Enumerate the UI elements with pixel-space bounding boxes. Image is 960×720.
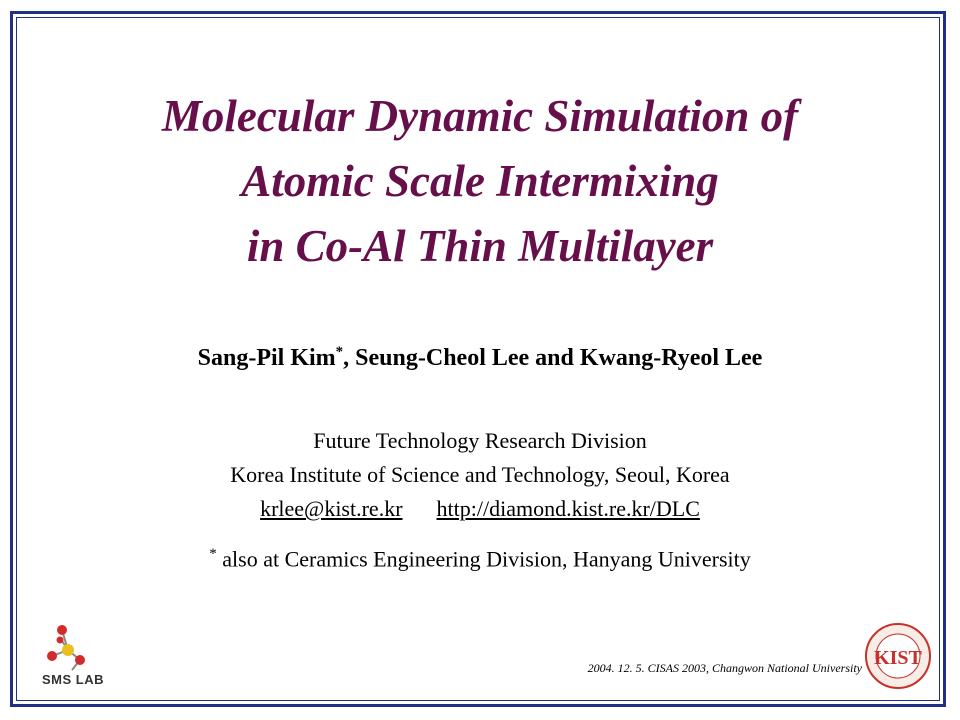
sms-lab-label: SMS LAB xyxy=(42,672,104,687)
atom-icon xyxy=(75,655,85,665)
affiliation xyxy=(40,424,920,526)
atom-icon xyxy=(57,625,67,635)
authors-rest: , Seung-Cheol Lee and Kwang-Ryeol Lee xyxy=(343,345,763,371)
contact-links xyxy=(40,492,920,526)
atom-icon xyxy=(47,651,57,661)
title-line-1: Molecular Dynamic Simulation of xyxy=(161,91,799,141)
footnote-mark: * xyxy=(209,546,217,562)
footnote-text: also at Ceramics Engineering Division, Hanyang University xyxy=(216,546,751,572)
atom-icon xyxy=(57,637,64,644)
author-first-mark: * xyxy=(335,344,344,360)
title-line-2: Atomic Scale Intermixing xyxy=(241,156,719,206)
affiliation-line-2: Korea Institute of Science and Technology, Seoul, Korea xyxy=(230,462,730,487)
authors xyxy=(40,344,920,372)
footer-citation: 2004. 12. 5. CISAS 2003, Changwon National University xyxy=(587,661,862,675)
website-link[interactable]: http://diamond.kist.re.kr/DLC xyxy=(436,496,700,521)
atom-icon xyxy=(62,644,74,656)
affiliation-line-1: Future Technology Research Division xyxy=(313,428,647,453)
kist-seal-logo-icon xyxy=(864,622,932,690)
footnote xyxy=(40,546,920,572)
slide-title xyxy=(40,84,920,279)
author-first: Sang-Pil Kim xyxy=(197,345,336,371)
email-link[interactable]: krlee@kist.re.kr xyxy=(260,496,403,521)
kist-seal-text: KIST xyxy=(874,647,922,669)
title-line-3: in Co-Al Thin Multilayer xyxy=(246,221,714,271)
